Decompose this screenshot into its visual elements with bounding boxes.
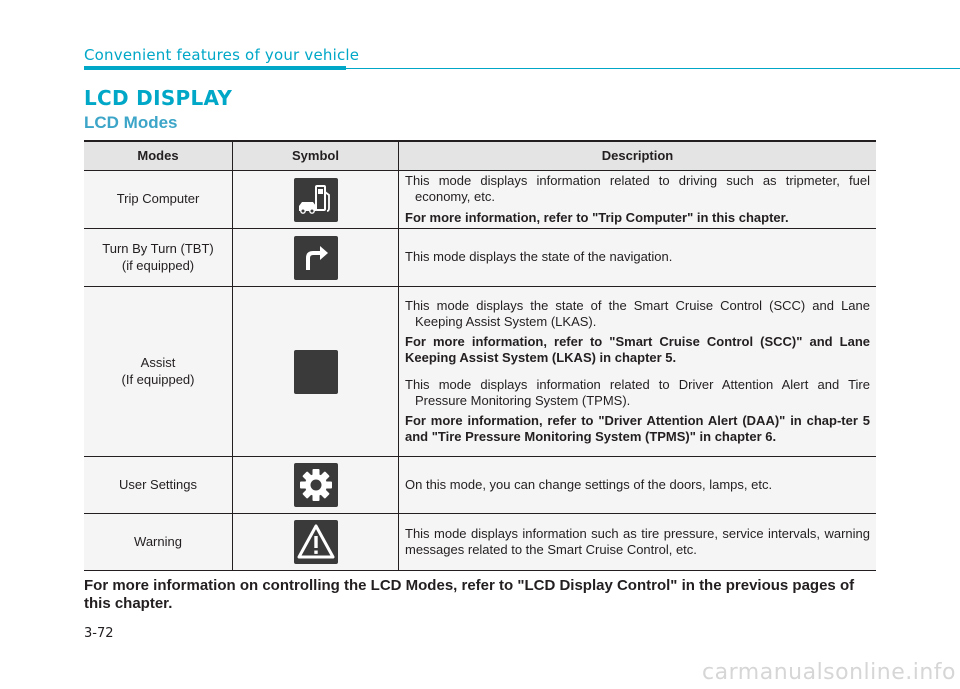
section-accent-bar	[84, 66, 346, 70]
mode-cell	[84, 457, 233, 514]
mode-name: Trip Computer	[116, 191, 200, 207]
symbol-cell	[233, 514, 399, 571]
description-cell	[399, 514, 877, 571]
column-header-description: Description	[399, 141, 877, 171]
turn-arrow-icon	[294, 236, 338, 280]
symbol-cell	[233, 287, 399, 457]
description-text: On this mode, you can change settings of the doors, lamps, etc.	[405, 476, 773, 492]
lcd-modes-table	[84, 140, 876, 571]
page-number: 3-72	[84, 626, 114, 641]
symbol-cell	[233, 457, 399, 514]
description-reference: For more information, refer to "Driver Attention Alert (DAA)" in chap-ter 5 and "Tire Pressure Monitoring System (TPMS)" in chapter 6.	[405, 413, 870, 445]
description-cell	[399, 229, 877, 287]
mode-cell	[84, 287, 233, 457]
mode-name: User Settings	[118, 476, 198, 492]
page-title: LCD DISPLAY	[84, 86, 233, 110]
section-divider	[346, 68, 960, 69]
column-header-modes: Modes	[84, 141, 233, 171]
assist-icon	[294, 350, 338, 394]
table-row	[84, 171, 876, 229]
description-reference: For more information, refer to "Smart Cruise Control (SCC)" and Lane Keeping Assist System (LKAS) in chapter 5.	[405, 334, 870, 366]
mode-cell	[84, 514, 233, 571]
column-header-symbol: Symbol	[233, 141, 399, 171]
mode-qualifier: (if equipped)	[121, 257, 195, 273]
mode-qualifier: (If equipped)	[121, 371, 195, 387]
table-row	[84, 457, 876, 514]
description-text: This mode displays information such as tire pressure, service intervals, warning messages related to the Smart Cruise Control, etc.	[405, 525, 870, 557]
table-row	[84, 287, 876, 457]
gear-icon	[294, 463, 338, 507]
mode-name: Warning	[134, 533, 182, 549]
mode-name: Turn By Turn (TBT)	[102, 241, 214, 257]
description-text: This mode displays information related to driving such as tripmeter, fuel economy, etc.	[405, 173, 870, 205]
table-header-row	[84, 141, 876, 171]
mode-cell	[84, 229, 233, 287]
description-cell	[399, 171, 877, 229]
mode-name: Assist	[140, 355, 176, 371]
symbol-cell	[233, 229, 399, 287]
table-row	[84, 229, 876, 287]
watermark: carmanualsonline.info	[702, 660, 956, 685]
description-cell	[399, 457, 877, 514]
description-cell	[399, 287, 877, 457]
footer-note: For more information on controlling the LCD Modes, refer to "LCD Display Control" in the previous pages of this chapter.	[84, 577, 855, 612]
warning-triangle-icon	[294, 520, 338, 564]
symbol-cell	[233, 171, 399, 229]
page-subtitle: LCD Modes	[84, 113, 178, 132]
description-text: This mode displays the state of the navigation.	[405, 249, 673, 265]
fuel-car-icon	[294, 178, 338, 222]
table-row	[84, 514, 876, 571]
mode-cell	[84, 171, 233, 229]
section-title: Convenient features of your vehicle	[84, 46, 360, 64]
description-reference: For more information, refer to "Trip Computer" in this chapter.	[405, 209, 789, 225]
description-text: This mode displays the state of the Smart Cruise Control (SCC) and Lane Keeping Assist System (LKAS).	[405, 297, 870, 329]
description-text: This mode displays information related to Driver Attention Alert and Tire Pressure Monitoring System (TPMS).	[405, 376, 870, 408]
